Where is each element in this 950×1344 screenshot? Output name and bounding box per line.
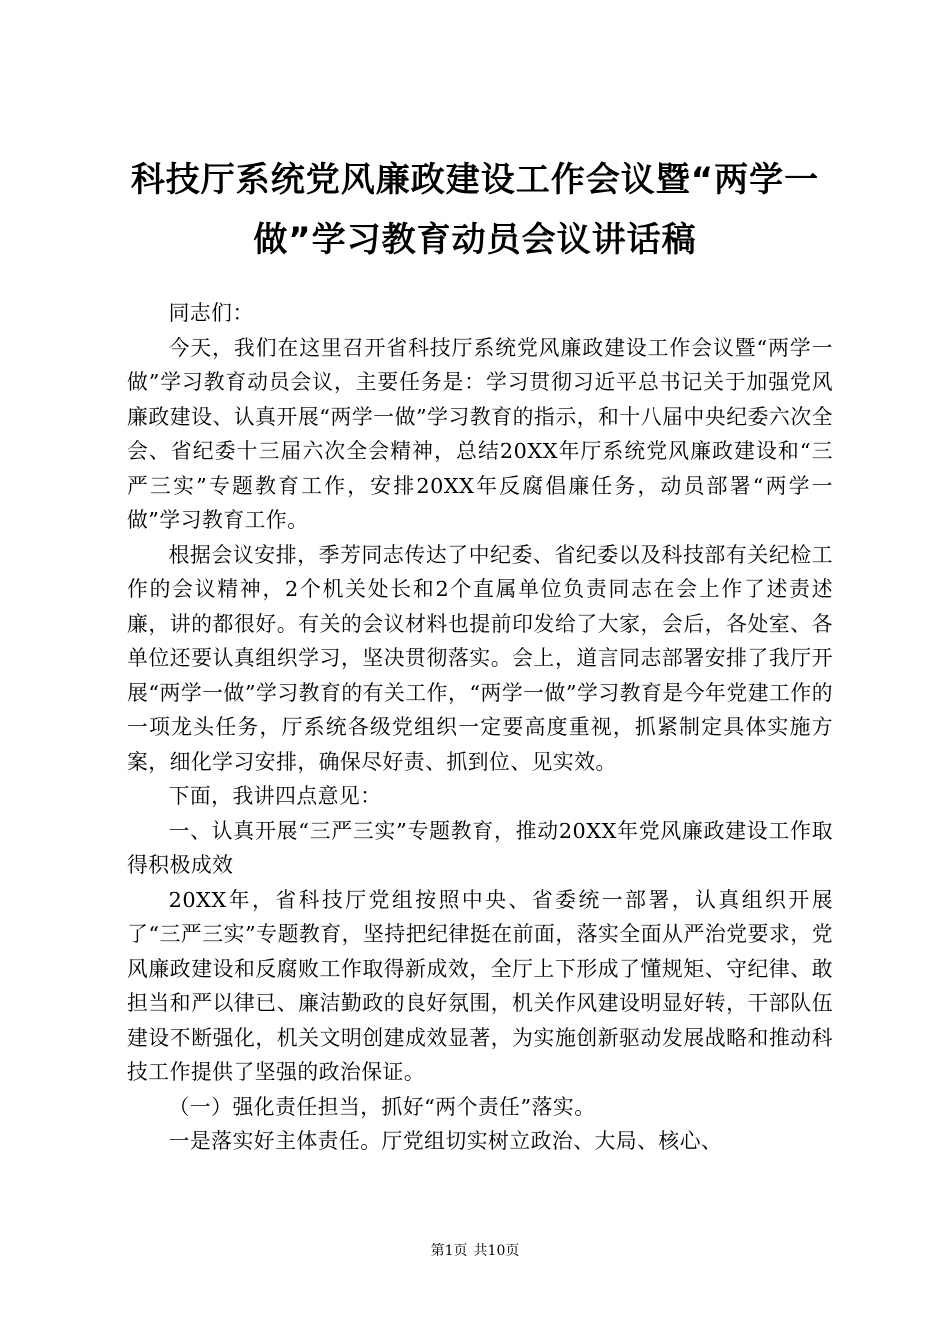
section-heading: 一、认真开展“三严三实”专题教育，推动20XX年党风廉政建设工作取得积极成效	[127, 818, 833, 877]
paragraph: 今天，我们在这里召开省科技厅系统党风廉政建设工作会议暨“两学一做”学习教育动员会议，主要任务是：学习贯彻习近平总书记关于加强党风廉政建设、认真开展“两学一做”学习教育的指示，和十八届中央纪委六次全会、省纪委十三届六次全会精神，总结20XX年厅系统党风廉政建设和“三严三实”专题教育工作，安排20XX年反腐倡廉任务，动员部署“两学一做”学习教育工作。	[127, 335, 833, 532]
paragraph: 下面，我讲四点意见：	[168, 784, 382, 808]
document-body	[127, 296, 833, 1159]
document-title: 科技厅系统党风廉政建设工作会议暨“两学一做”学习教育动员会议讲话稿	[130, 160, 820, 260]
paragraph: 20XX年，省科技厅党组按照中央、省委统一部署，认真组织开展了“三严三实”专题教育，坚持把纪律挺在前面，落实全面从严治党要求，党风廉政建设和反腐败工作取得新成效，全厅上下形成了懂规矩、守纪律、敢担当和严以律已、廉洁勤政的良好氛围，机关作风建设明显好转，干部队伍建设不断强化，机关文明创建成效显著，为实施创新驱动发展战略和推动科技工作提供了坚强的政治保证。	[127, 887, 833, 1084]
page-total: 共10页	[473, 1243, 520, 1259]
paragraph-salutation: 同志们：	[168, 301, 254, 325]
paragraph: 一是落实好主体责任。厅党组切实树立政治、大局、核心、	[168, 1129, 723, 1153]
page-number: 第1页	[430, 1243, 468, 1259]
paragraph: 根据会议安排，季芳同志传达了中纪委、省纪委以及科技部有关纪检工作的会议精神，2个机关处长和2个直属单位负责同志在会上作了述责述廉，讲的都很好。有关的会议材料也提前印发给了大家，会后，各处室、各单位还要认真组织学习，坚决贯彻落实。会上，道言同志部署安排了我厅开展“两学一做”学习教育的有关工作，“两学一做”学习教育是今年党建工作的一项龙头任务，厅系统各级党组织一定要高度重视，抓紧制定具体实施方案，细化学习安排，确保尽好责、抓到位、见实效。	[127, 542, 833, 774]
subsection-heading: （一）强化责任担当，抓好“两个责任”落实。	[168, 1094, 596, 1119]
page-footer	[0, 1242, 950, 1260]
